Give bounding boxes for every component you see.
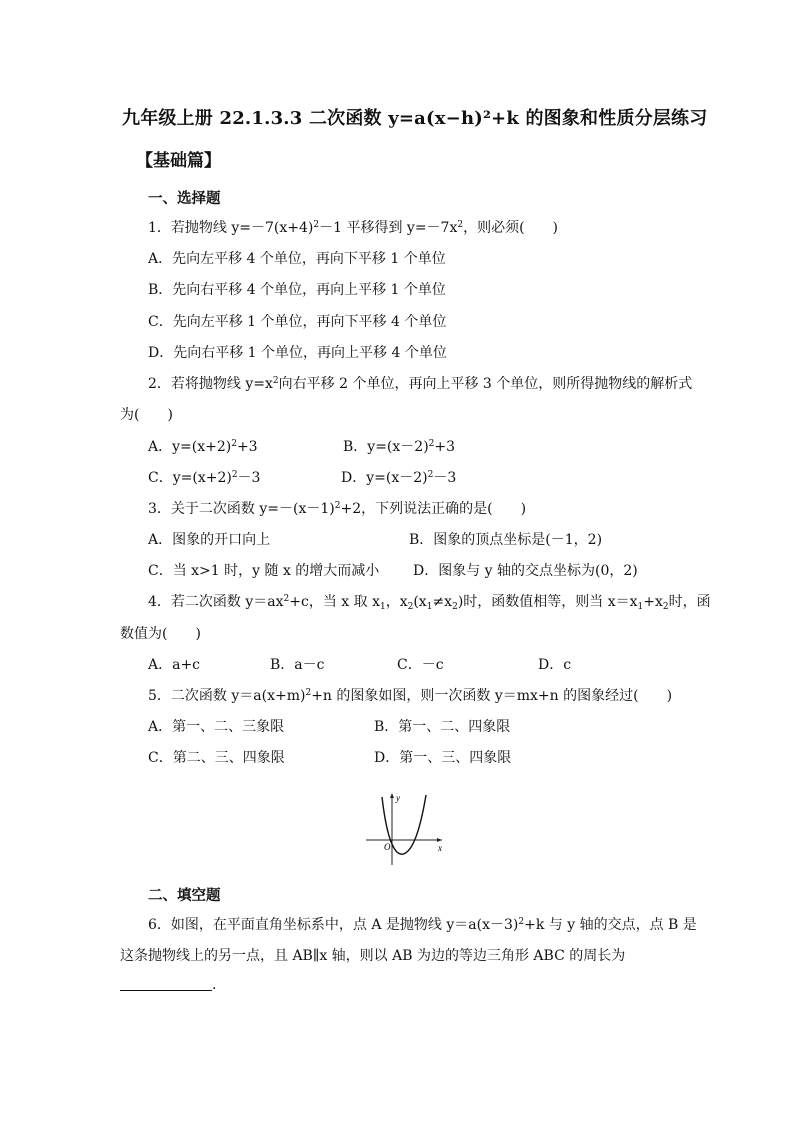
question-2-stem-continued: 为( ) — [120, 407, 173, 423]
question-1-option-c: C．先向左平移 1 个单位，再向下平移 4 个单位 — [148, 314, 447, 330]
question-4-option-b: B．a－c — [270, 657, 325, 673]
part-heading-choice: 一、选择题 — [148, 190, 221, 207]
page-title: 九年级上册 22.1.3.3 二次函数 y=a(x−h)²+k 的图象和性质分层练习 — [122, 108, 708, 129]
question-1-option-b: B．先向右平移 4 个单位，再向上平移 1 个单位 — [148, 282, 446, 298]
question-5-parabola-graph — [364, 789, 446, 867]
part-heading-fill: 二、填空题 — [148, 887, 221, 904]
question-3-option-d: D．图象与 y 轴的交点坐标为(0，2) — [413, 563, 638, 579]
question-2-option-d: D．$y=(x-2)^2-3$ — [341, 470, 457, 486]
question-4-stem-continued: 数值为( ) — [120, 626, 201, 642]
question-4-stem: 4．若二次函数 $y=ax^2+c$，当 x 取 $x_1$，$x_2(x_1\ne x_2)$时，函数值相等，则当 $x=x_1+x_2$时，函 — [148, 594, 711, 612]
x-axis-label: x — [438, 843, 442, 853]
question-3-stem: 3．关于二次函数 $y=-(x-1)^2+2$，下列说法正确的是( ) — [148, 501, 527, 517]
answer-blank — [120, 976, 212, 991]
question-3-option-b: B．图象的顶点坐标是(－1，2) — [409, 532, 603, 548]
question-5-option-d: D．第一、三、四象限 — [374, 750, 512, 766]
question-2-option-b: B．$y=(x-2)^2+3$ — [343, 439, 456, 455]
question-6-stem: 6．如图，在平面直角坐标系中，点 A 是抛物线 $y=a(x-3)^2+k$ 与 y 轴的交点，点 B 是 — [148, 917, 697, 933]
question-5-stem: 5．二次函数 $y=a(x+m)^2+n$ 的图象如图，则一次函数 y＝mx+n 的图象经过( ) — [148, 688, 673, 704]
question-4-option-d: D．c — [538, 657, 572, 673]
question-1-stem: 1．若抛物线 $y=-7(x+4)^2-1$ 平移得到 $y=-7x^2$，则必须( ) — [148, 220, 559, 236]
question-6-answer-line: . — [120, 976, 216, 993]
question-5-option-c: C．第二、三、四象限 — [148, 750, 285, 766]
question-2-option-a: A．$y=(x+2)^2+3$ — [148, 439, 258, 455]
question-1-option-d: D．先向右平移 1 个单位，再向上平移 4 个单位 — [148, 345, 447, 361]
question-4-option-c: C．－c — [397, 657, 444, 673]
question-6-stem-continued: 这条抛物线上的另一点，且 AB∥x 轴，则以 AB 为边的等边三角形 ABC 的周长为 — [120, 948, 626, 964]
x-axis-arrow — [437, 838, 442, 842]
question-3-option-c: C．当 x>1 时，y 随 x 的增大而减小 — [148, 563, 380, 579]
question-5-option-b: B．第一、二、四象限 — [374, 719, 511, 735]
question-1-option-a: A．先向左平移 4 个单位，再向下平移 1 个单位 — [148, 251, 446, 267]
question-3-option-a: A．图象的开口向上 — [148, 532, 271, 548]
question-5-option-a: A．第一、二、三象限 — [148, 719, 285, 735]
question-2-stem: 2．若将抛物线 $y=x^2$向右平移 2 个单位，再向上平移 3 个单位，则所得抛物线的解析式 — [148, 376, 693, 392]
y-axis-arrow — [390, 793, 394, 798]
origin-label: O — [384, 842, 391, 852]
level-heading: 【基础篇】 — [136, 151, 221, 171]
question-2-option-c: C．$y=(x+2)^2-3$ — [148, 470, 261, 486]
question-4-option-a: A．a+c — [148, 657, 201, 673]
y-axis-label: y — [396, 793, 400, 803]
